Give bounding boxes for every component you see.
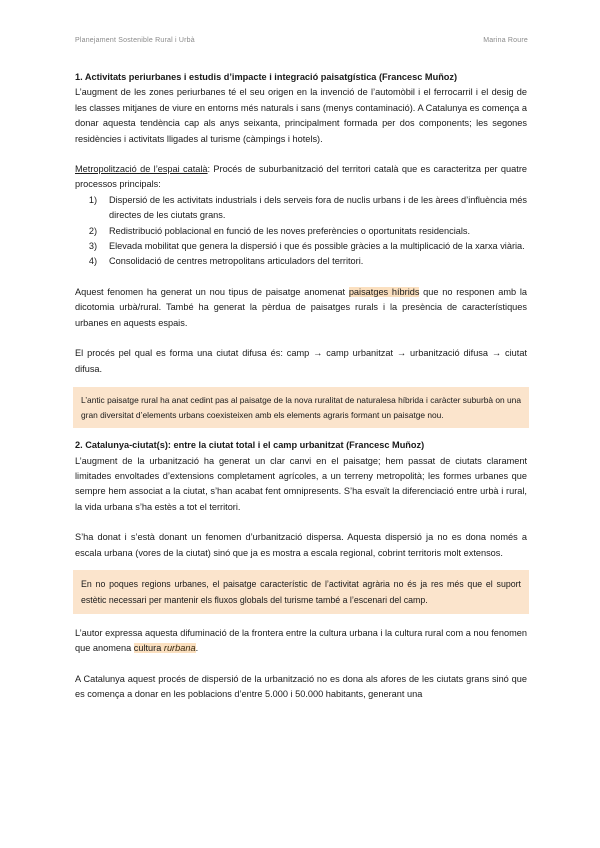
list-item: 4) Consolidació de centres metropolitans articuladors del territori. xyxy=(88,256,364,267)
section-2-title: 2. Catalunya-ciutat(s): entre la ciutat total i el camp urbanitzat (Francesc Muñoz) xyxy=(75,440,425,451)
section-2-paragraph-2: S’ha donat i s’està donant un fenomen d’urbanització dispersa. Aquesta dispersió ja no es dona només a escala urbana (vores de la ciutat) sinó que ja es mostra a escala regional, cobrint territoris molt extensos. xyxy=(75,532,527,558)
quote-box-2-text: En no poques regions urbanes, el paisatge característic de l’activitat agrària no és ja res més que el suport estètic necessari per mantenir els fluxos globals del turisme també a l’escenari del camp. xyxy=(81,578,521,605)
section-1-paragraph-1: L’augment de les zones periurbanes té el seu origen en la invenció de l’automòbil i el ferrocarril i el desig de les classes mitjanes de viure en entorns més naturals i sans (menys contaminació). A Catalunya es comença a donar aquesta tendència cap als anys seixanta, principalment formada per dos components; les segones residències i activitats lligades al turisme (càmpings i hotels). xyxy=(75,87,527,144)
ciutat-difusa-paragraph: El procés pel qual es forma una ciutat difusa és: camp → camp urbanitzat → urbanització difusa → ciutat difusa. xyxy=(75,348,527,374)
document-body xyxy=(75,70,527,703)
header-course-title: Planejament Sostenible Rural i Urbà xyxy=(75,37,195,44)
highlight-cultura-rurbana: cultura rurbana xyxy=(133,643,196,654)
section-2-paragraph-4: A Catalunya aquest procés de dispersió de la urbanització no es dona als afores de les ciutats grans sinó que es comença a donar en les poblacions d’entre 5.000 i 50.000 habitants, generant una xyxy=(75,673,527,700)
highlight-paisatges-hibrids: paisatges híbrids xyxy=(348,286,420,297)
list-item: 2) Redistribució poblacional en funció de les noves preferències o oportunitats residencials. xyxy=(88,225,471,236)
list-item: 1) Dispersió de les activitats industrials i dels serveis fora de nuclis urbans i de les àrees d’influència més directes de les ciutats grans. xyxy=(88,194,527,221)
metropolitzacio-text: : Procés de suburbanització del territori català que es caracteritza per quatre processos principals: xyxy=(75,164,527,190)
header-author: Marina Roure xyxy=(483,37,528,44)
processes-list xyxy=(75,193,527,270)
metropolitzacio-paragraph xyxy=(75,162,527,193)
quote-box-2 xyxy=(73,570,529,614)
section-1-title: 1. Activitats periurbanes i estudis d’impacte i integració paisatgística (Francesc Muñoz) xyxy=(75,72,458,82)
list-item: 3) Elevada mobilitat que genera la dispersió i que és possible gràcies a la multiplicació de la xarxa viària. xyxy=(88,241,525,252)
paisatges-hibrids-paragraph: Aquest fenomen ha generat un nou tipus de paisatge anomenat paisatges híbrids que no responen amb la dicotomia urbà/rural. També ha generat la pèrdua de paisatges rurals i la presència de característiques urbanes en aquests espais. xyxy=(75,286,527,328)
quote-box-1 xyxy=(73,387,529,428)
quote-box-1-text: L’antic paisatge rural ha anat cedint pas al paisatge de la nova ruralitat de naturalesa híbrida i caràcter suburbà on una gran diversitat d’elements urbans coexisteixen amb els elements agraris formant un paisatge nou. xyxy=(81,394,521,420)
cultura-rurbana-paragraph: L’autor expressa aquesta difuminació de la frontera entre la cultura urbana i la cultura rural com a nou fenomen que anomena cultura rurbana. xyxy=(75,627,527,654)
metropolitzacio-term: Metropolització de l’espai català xyxy=(75,164,208,175)
section-2-paragraph-1: L’augment de la urbanització ha generat un clar canvi en el paisatge; hem passat de ciutats clarament limitades envoltades d’extensions completament agrícoles, a un terreny metropolità; les formes urbanes que sempre hem associat a la ciutat, s’han acabat fent omnipresents. S’ha esvaït la diferenciació entre urbà i rural, la vida urbana s’ha estès a tot el territori. xyxy=(75,455,527,512)
